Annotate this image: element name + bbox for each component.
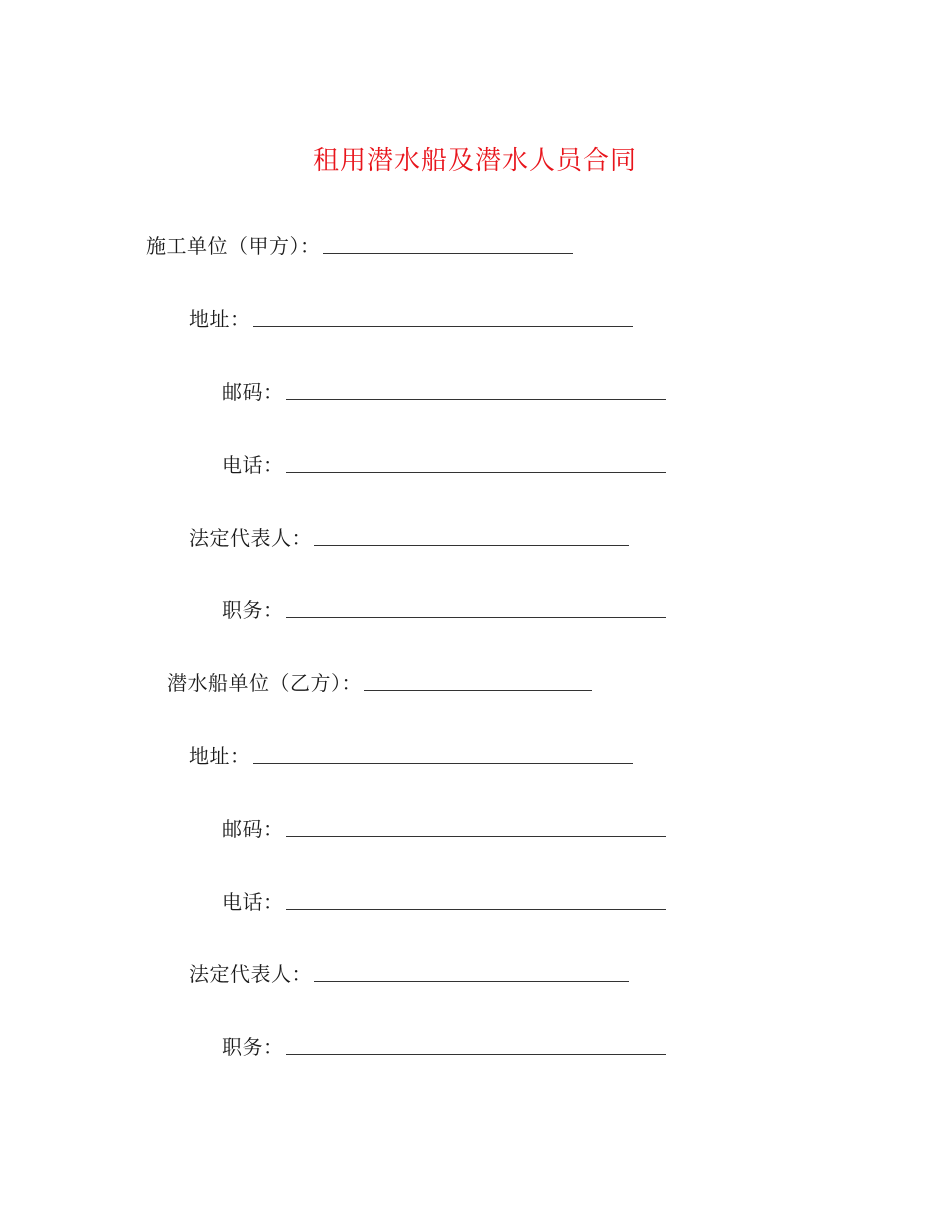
party-b-phone-row <box>222 884 666 914</box>
party-b-address-label: 地址： <box>189 744 251 768</box>
party-a-address-blank[interactable] <box>253 304 633 327</box>
party-a-legal-rep-row <box>189 520 629 550</box>
party-b-postcode-blank[interactable] <box>286 814 666 837</box>
party-b-address-row <box>189 738 633 768</box>
party-a-legal-rep-label: 法定代表人： <box>189 526 312 550</box>
party-b-legal-rep-row <box>189 956 629 986</box>
party-a-unit-row <box>146 228 573 258</box>
party-b-phone-label: 电话： <box>222 890 284 914</box>
party-b-position-label: 职务： <box>222 1035 284 1059</box>
party-b-postcode-label: 邮码： <box>222 817 284 841</box>
party-b-unit-row <box>167 665 592 695</box>
party-b-position-row <box>222 1029 666 1059</box>
party-b-postcode-row <box>222 811 666 841</box>
party-b-position-blank[interactable] <box>286 1032 666 1055</box>
party-b-unit-label: 潜水船单位（乙方）： <box>167 671 362 695</box>
party-a-unit-blank[interactable] <box>323 231 573 254</box>
party-a-position-label: 职务： <box>222 598 284 622</box>
party-a-address-label: 地址： <box>189 307 251 331</box>
party-a-phone-blank[interactable] <box>286 450 666 473</box>
party-a-phone-label: 电话： <box>222 453 284 477</box>
party-a-position-row <box>222 592 666 622</box>
party-b-legal-rep-label: 法定代表人： <box>189 962 312 986</box>
party-a-position-blank[interactable] <box>286 595 666 618</box>
party-a-legal-rep-blank[interactable] <box>314 523 629 546</box>
party-b-phone-blank[interactable] <box>286 887 666 910</box>
party-a-postcode-label: 邮码： <box>222 380 284 404</box>
party-a-postcode-blank[interactable] <box>286 377 666 400</box>
party-a-address-row <box>189 301 633 331</box>
party-a-phone-row <box>222 447 666 477</box>
party-a-unit-label: 施工单位（甲方）： <box>146 234 321 258</box>
party-b-unit-blank[interactable] <box>364 668 592 691</box>
party-b-address-blank[interactable] <box>253 741 633 764</box>
party-b-legal-rep-blank[interactable] <box>314 959 629 982</box>
document-title: 租用潜水船及潜水人员合同 <box>312 146 637 176</box>
party-a-postcode-row <box>222 374 666 404</box>
